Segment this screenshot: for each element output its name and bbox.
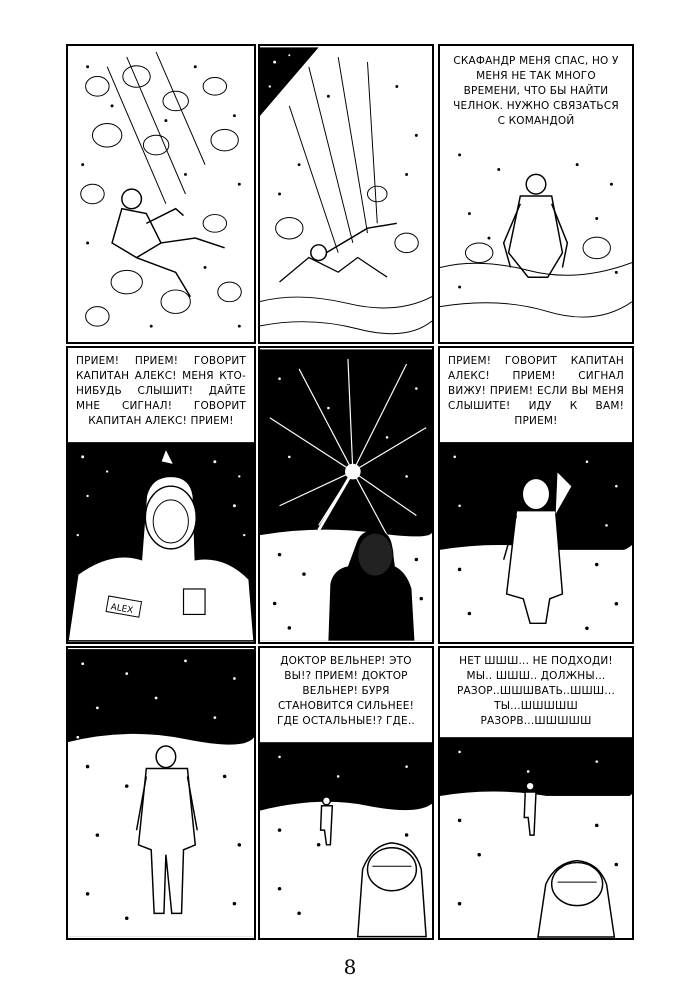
panel-5-signal-flare — [258, 346, 434, 644]
panel-7-art — [68, 648, 254, 938]
panel-7-figure-in-storm — [66, 646, 256, 940]
panel-6-alex-walking — [438, 346, 634, 644]
panel-4-alex-radio — [66, 346, 256, 644]
caption-panel-4: ПРИЕМ! ПРИЕМ! ГОВОРИТ КАПИТАН АЛЕКС! МЕНЯ КТО-НИБУДЬ СЛЫШИТ! ДАЙТЕ МНЕ СИГНАЛ! ГОВОРИТ КАПИТАН АЛЕКС! ПРИЕМ! — [68, 348, 254, 440]
caption-panel-8: ДОКТОР ВЕЛЬНЕР! ЭТО ВЫ!? ПРИЕМ! ДОКТОР ВЕЛЬНЕР! БУРЯ СТАНОВИТСЯ СИЛЬНЕЕ! ГДЕ ОСТАЛЬНЫЕ!? ГДЕ.. — [260, 648, 432, 740]
panel-2-art — [260, 46, 432, 342]
panel-9-velner-warning — [438, 646, 634, 940]
caption-panel-3: СКАФАНДР МЕНЯ СПАС, НО У МЕНЯ НЕ ТАК МНОГО ВРЕМЕНИ, ЧТО БЫ НАЙТИ ЧЕЛНОК. НУЖНО СВЯЗАТЬСЯ С КОМАНДОЙ — [440, 46, 632, 137]
caption-panel-9: НЕТ ШШШ... НЕ ПОДХОДИ! МЫ.. ШШШ.. ДОЛЖНЫ... РАЗОР..ШШШВАТЬ..ШШШ... ТЫ...ШШШШШ РАЗОРВ...ШШШШШ — [440, 648, 632, 736]
caption-panel-6: ПРИЕМ! ГОВОРИТ КАПИТАН АЛЕКС! ПРИЕМ! СИГНАЛ ВИЖУ! ПРИЕМ! ЕСЛИ ВЫ МЕНЯ СЛЫШИТЕ! ИДУ К ВАМ! ПРИЕМ! — [440, 348, 632, 440]
suit-name-tag: ALEX — [109, 602, 134, 617]
panel-1-falling-astronaut — [66, 44, 256, 344]
panel-5-art — [260, 348, 432, 642]
panel-2-crash-landing — [258, 44, 434, 344]
panel-1-art — [68, 46, 254, 342]
page-number: 8 — [343, 955, 357, 979]
panel-3-standing-astronaut — [438, 44, 634, 344]
panel-8-dr-velner-distance — [258, 646, 434, 940]
